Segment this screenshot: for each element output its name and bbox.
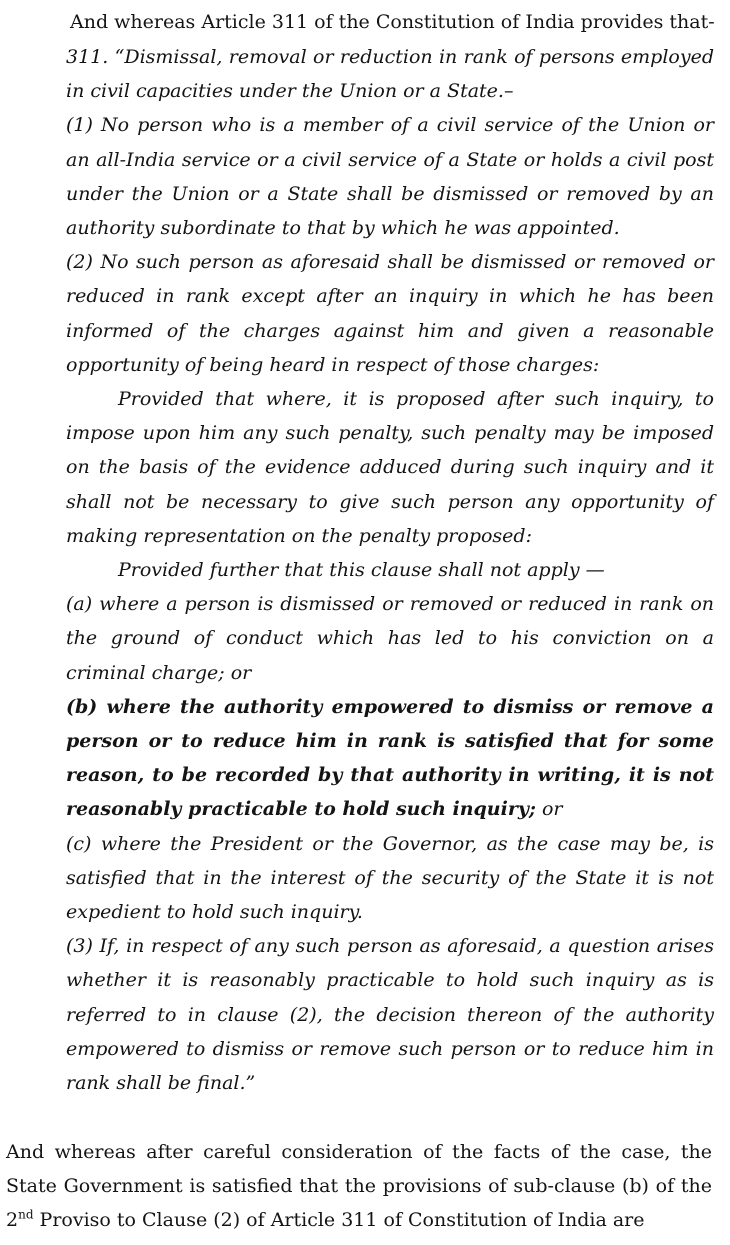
sub-clause-a: (a) where a person is dismissed or removed or reduced in rank on the ground of conduct which has led to his conviction on a criminal charge; or bbox=[66, 593, 714, 684]
proviso-2: Provided further that this clause shall not apply — bbox=[118, 559, 605, 582]
sub-clause-c: (c) where the President or the Governor, as the case may be, is satisfied that in the interest of the security of the State it is not expedient to hold such inquiry. bbox=[66, 832, 714, 924]
clause-1: (1) No person who is a member of a civil service of the Union or an all-India service or a civil service of a State or holds a civil post under the Union or a State shall be dismissed or removed by an authority subordinate to that by which he was appointed. bbox=[66, 114, 714, 240]
ordinal-suffix: nd bbox=[18, 1207, 34, 1222]
closing-part-2: Proviso to Clause (2) of Article 311 of Constitution of India are bbox=[33, 1209, 645, 1231]
sub-clause-b-tail: or bbox=[535, 798, 563, 821]
clause-3: (3) If, in respect of any such person as aforesaid, a question arises whether it is reasonably practicable to hold such inquiry as is referred to in clause (2), the decision thereon of the authority empowered to dismiss or remove such person or to reduce him in rank shall be final.” bbox=[66, 935, 714, 1095]
sub-clause-b-bold: (b) where the authority empowered to dismiss or remove a person or to reduce him in rank is satisfied that for some reason, to be recorded by that authority in writing, it is not reasonably practicable to hold such inquiry; bbox=[66, 695, 714, 821]
closing-part-1: And whereas after careful consideration of the facts of the case, the State Government is satisfied that the provisions of sub-clause (b) of the 2 bbox=[6, 1141, 712, 1231]
intro-line: And whereas Article 311 of the Constitution of India provides that- bbox=[70, 11, 715, 33]
proviso-1: Provided that where, it is proposed after such inquiry, to impose upon him any such penalty, such penalty may be imposed on the basis of the evidence adduced during such inquiry and it shall not be necessary to give such person any opportunity of making representation on the penalty proposed: bbox=[66, 388, 714, 547]
clause-2: (2) No such person as aforesaid shall be dismissed or removed or reduced in rank except after an inquiry in which he has been informed of the charges against him and given a reasonable opportunity of being heard in respect of those charges: bbox=[66, 251, 714, 376]
sub-clause-b bbox=[66, 690, 714, 827]
closing-paragraph bbox=[6, 1135, 712, 1237]
article-311-quote bbox=[66, 40, 714, 1100]
article-heading: 311. “Dismissal, removal or reduction in rank of persons employed in civil capacities under the Union or a State.– bbox=[66, 46, 714, 103]
